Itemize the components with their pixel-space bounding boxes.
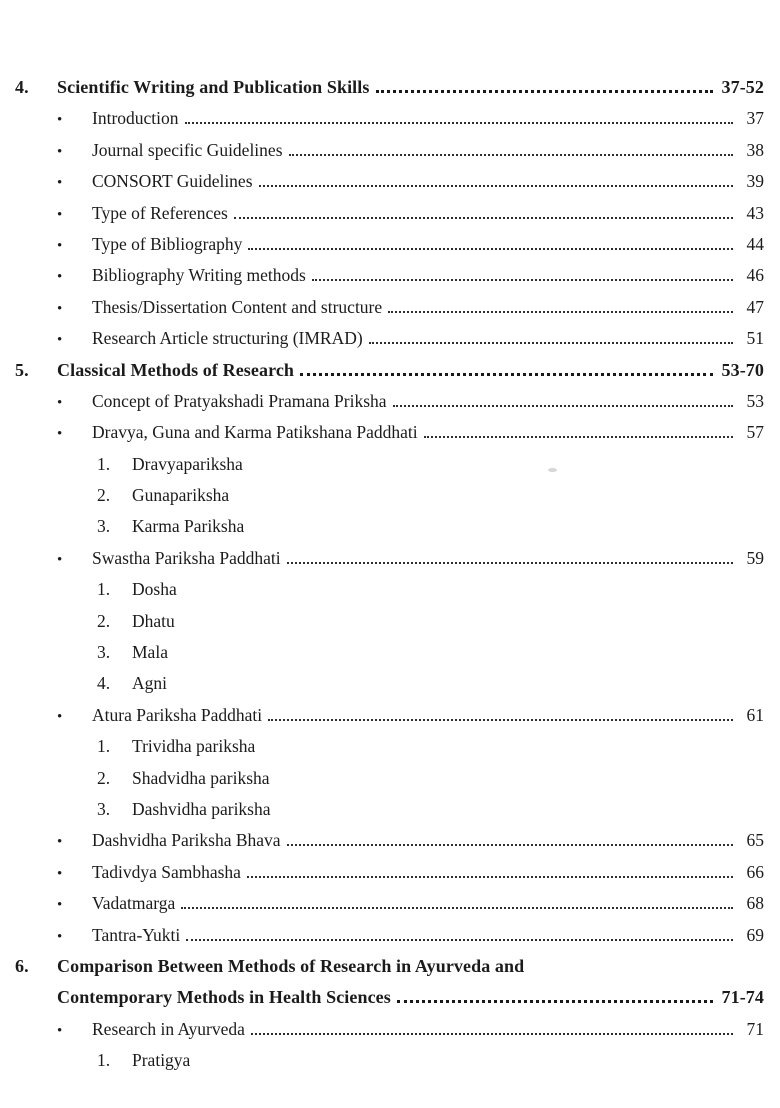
toc-item-row <box>15 108 764 139</box>
dot-leader <box>312 279 733 281</box>
item-page-number: 66 <box>746 861 764 882</box>
dot-leader <box>376 90 714 93</box>
bullet-icon: • <box>57 426 63 443</box>
item-page-number: 69 <box>746 924 764 945</box>
bullet-icon: • <box>57 332 63 349</box>
item-page-number: 43 <box>746 202 764 223</box>
bullet-icon: • <box>57 865 63 882</box>
bullet-icon: • <box>57 175 63 192</box>
subitem-label: Pratigya <box>132 1050 191 1071</box>
dot-leader <box>268 719 733 721</box>
bullet-icon: • <box>57 112 63 129</box>
subitem-label: Dashvidha pariksha <box>132 798 271 819</box>
bullet-icon: • <box>57 206 63 223</box>
dot-leader <box>259 185 733 187</box>
bullet-icon: • <box>57 300 63 317</box>
dot-leader <box>247 876 733 878</box>
subitem-number: 3. <box>97 516 111 537</box>
subitem-number: 1. <box>97 453 111 474</box>
chapter-title-line2: Contemporary Methods in Health Sciences <box>57 987 391 1008</box>
bullet-icon: • <box>57 834 63 851</box>
subitem-number: 3. <box>97 642 111 663</box>
toc-item-row <box>15 893 764 924</box>
scan-speck <box>548 468 557 472</box>
subitem-label: Dosha <box>132 579 177 600</box>
toc-item-row <box>15 862 764 893</box>
subitem-label: Karma Pariksha <box>132 516 245 537</box>
item-page-number: 53 <box>746 390 764 411</box>
toc-subitem-row <box>15 485 764 516</box>
item-label: Research in Ayurveda <box>92 1018 245 1039</box>
toc-item-row <box>15 830 764 861</box>
dot-leader <box>300 373 713 376</box>
chapter-page-range: 37-52 <box>721 77 764 97</box>
item-label: Tantra-Yukti <box>92 924 181 945</box>
subitem-label: Trividha pariksha <box>132 736 256 757</box>
item-label: Journal specific Guidelines <box>92 139 283 160</box>
bullet-icon: • <box>57 237 63 254</box>
item-label: Concept of Pratyakshadi Pramana Priksha <box>92 390 387 411</box>
subitem-label: Shadvidha pariksha <box>132 767 270 788</box>
subitem-number: 1. <box>97 736 111 757</box>
item-page-number: 65 <box>746 830 764 851</box>
dot-leader <box>248 248 733 250</box>
toc-item-row <box>15 140 764 171</box>
dot-leader <box>369 342 733 344</box>
toc-chapter-row <box>15 360 764 391</box>
chapter-title: Classical Methods of Research <box>57 359 295 380</box>
toc-subitem-row <box>15 516 764 547</box>
item-page-number: 51 <box>746 328 764 349</box>
item-page-number: 37 <box>746 108 764 129</box>
item-label: Type of Bibliography <box>92 233 243 254</box>
dot-leader <box>251 1033 733 1035</box>
item-page-number: 47 <box>746 296 764 317</box>
chapter-number: 6. <box>15 955 29 976</box>
chapter-number: 5. <box>15 359 29 380</box>
toc-item-row <box>15 1019 764 1050</box>
toc-item-row <box>15 391 764 422</box>
toc-item-row <box>15 328 764 359</box>
item-page-number: 38 <box>746 139 764 160</box>
chapter-number: 4. <box>15 77 29 97</box>
item-label: Type of References <box>92 202 228 223</box>
item-page-number: 59 <box>746 547 764 568</box>
item-page-number: 68 <box>746 893 764 914</box>
toc-subitem-row <box>15 768 764 799</box>
chapter-page-range: 53-70 <box>721 359 764 380</box>
subitem-label: Dravyapariksha <box>132 453 243 474</box>
bullet-icon: • <box>57 708 63 725</box>
item-label: Tadivdya Sambhasha <box>92 861 241 882</box>
toc-subitem-row <box>15 673 764 704</box>
toc-subitem-row <box>15 454 764 485</box>
item-page-number: 57 <box>746 422 764 443</box>
dot-leader <box>185 122 733 124</box>
bullet-icon: • <box>57 143 63 160</box>
subitem-label: Dhatu <box>132 610 175 631</box>
subitem-label: Gunapariksha <box>132 485 230 506</box>
item-label: Swastha Pariksha Paddhati <box>92 547 281 568</box>
dot-leader <box>234 217 733 219</box>
toc-subitem-row <box>15 611 764 642</box>
toc-subitem-row <box>15 579 764 610</box>
dot-leader <box>424 436 733 438</box>
subitem-number: 3. <box>97 798 111 819</box>
item-page-number: 71 <box>746 1018 764 1039</box>
bullet-icon: • <box>57 1022 63 1039</box>
chapter-title: Scientific Writing and Publication Skills <box>57 77 370 97</box>
dot-leader <box>388 311 733 313</box>
item-label: Dravya, Guna and Karma Patikshana Paddhati <box>92 422 418 443</box>
item-label: Introduction <box>92 108 179 129</box>
chapter-title: Comparison Between Methods of Research in Ayurveda and <box>57 955 525 976</box>
toc-item-row <box>15 548 764 579</box>
item-label: Vadatmarga <box>92 893 176 914</box>
dot-leader <box>287 562 733 564</box>
toc-subitem-row <box>15 736 764 767</box>
bullet-icon: • <box>57 928 63 945</box>
subitem-label: Agni <box>132 673 167 694</box>
subitem-number: 1. <box>97 1050 111 1071</box>
subitem-number: 2. <box>97 767 111 788</box>
toc-chapter-row <box>15 77 764 108</box>
dot-leader <box>289 154 733 156</box>
subitem-number: 2. <box>97 610 111 631</box>
dot-leader <box>397 1000 713 1003</box>
subitem-number: 1. <box>97 579 111 600</box>
bullet-icon: • <box>57 269 63 286</box>
item-page-number: 39 <box>746 171 764 192</box>
toc-item-row <box>15 705 764 736</box>
item-page-number: 61 <box>746 704 764 725</box>
toc-item-row <box>15 422 764 453</box>
chapter-page-range: 71-74 <box>721 987 764 1008</box>
toc-item-row <box>15 297 764 328</box>
subitem-number: 2. <box>97 485 111 506</box>
toc-item-row <box>15 925 764 956</box>
item-page-number: 44 <box>746 233 764 254</box>
subitem-label: Mala <box>132 642 168 663</box>
dot-leader <box>186 939 733 941</box>
item-label: Bibliography Writing methods <box>92 265 306 286</box>
toc-item-row <box>15 265 764 296</box>
toc-chapter-row-line2 <box>15 987 764 1018</box>
item-label: Dashvidha Pariksha Bhava <box>92 830 281 851</box>
dot-leader <box>287 844 733 846</box>
item-label: CONSORT Guidelines <box>92 171 253 192</box>
dot-leader <box>181 907 733 909</box>
dot-leader <box>393 405 733 407</box>
toc-subitem-row <box>15 1050 764 1081</box>
toc-item-row <box>15 203 764 234</box>
toc-subitem-row <box>15 799 764 830</box>
bullet-icon: • <box>57 897 63 914</box>
subitem-number: 4. <box>97 673 111 694</box>
bullet-icon: • <box>57 551 63 568</box>
item-label: Research Article structuring (IMRAD) <box>92 328 363 349</box>
item-page-number: 46 <box>746 265 764 286</box>
toc-item-row <box>15 234 764 265</box>
toc-item-row <box>15 171 764 202</box>
toc-subitem-row <box>15 642 764 673</box>
item-label: Atura Pariksha Paddhati <box>92 704 263 725</box>
toc-chapter-row <box>15 956 764 987</box>
bullet-icon: • <box>57 394 63 411</box>
item-label: Thesis/Dissertation Content and structure <box>92 296 383 317</box>
